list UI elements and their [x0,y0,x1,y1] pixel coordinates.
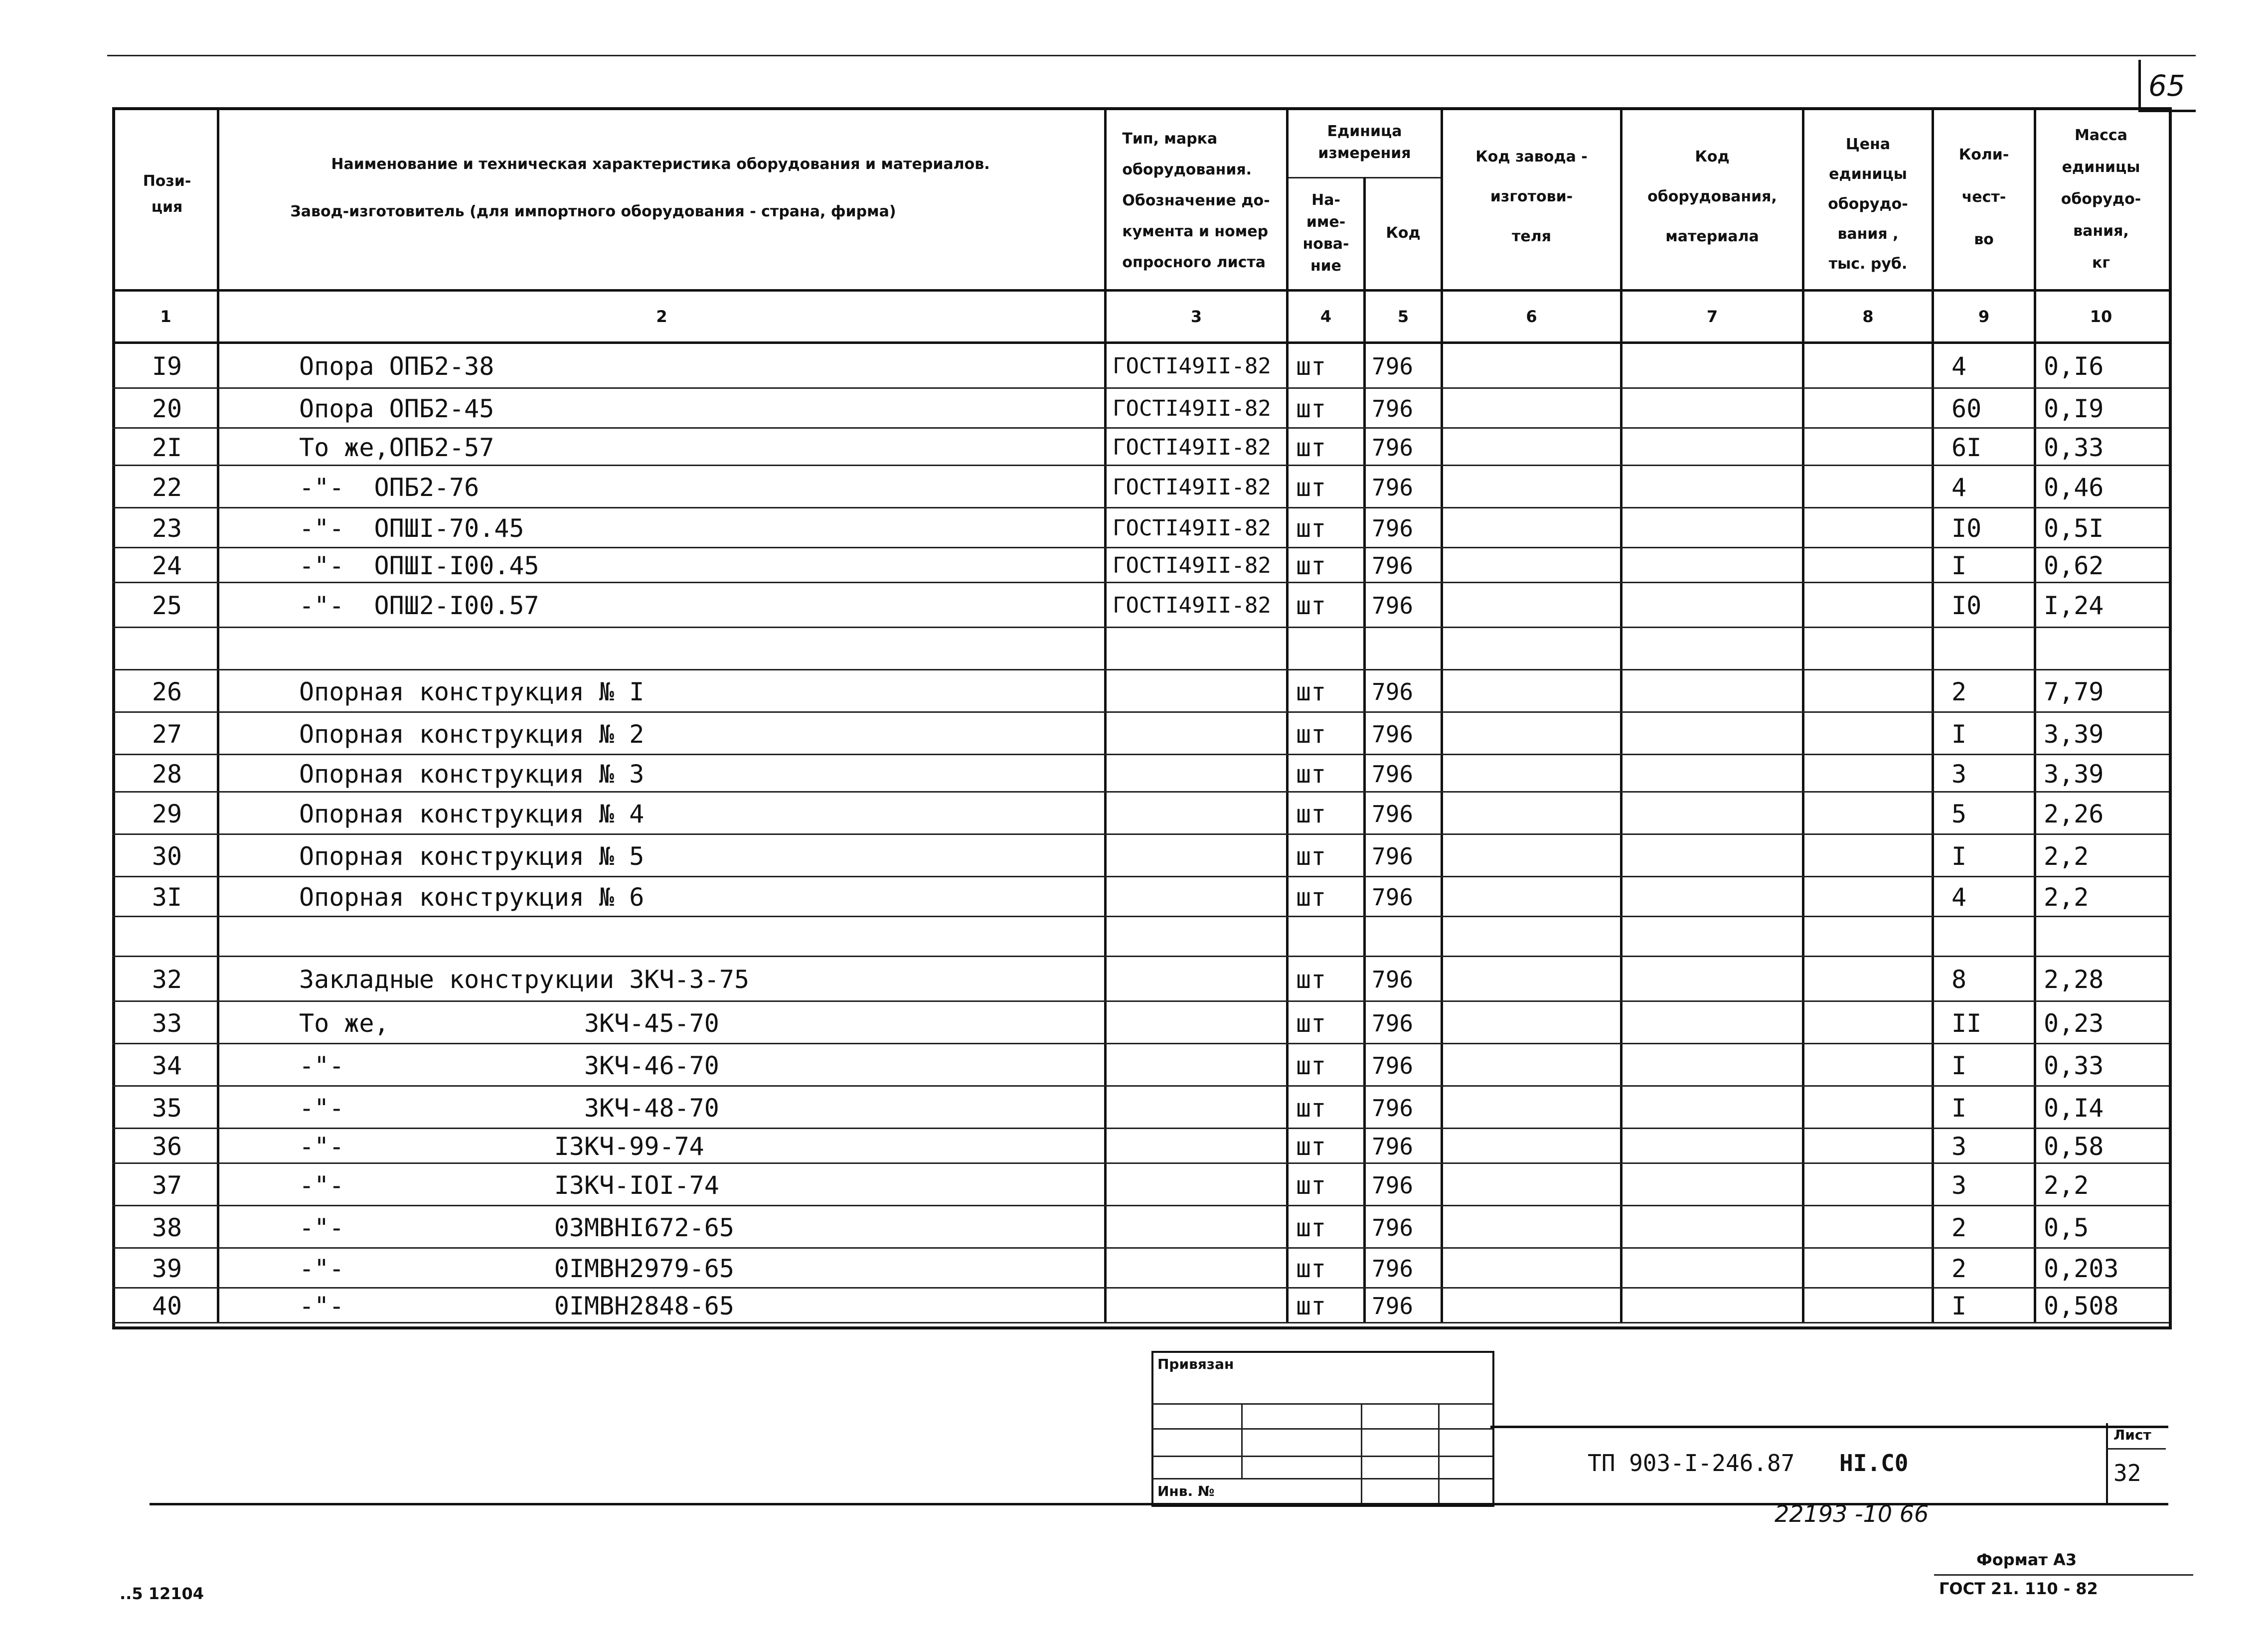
column-number: 7 [1706,307,1718,326]
cell-doc: ГОСТI49II-82 [1113,353,1271,379]
cell-code: 796 [1372,395,1414,422]
stamp-col [1361,1403,1362,1503]
cell-unit: шт [1296,591,1326,620]
cell-name: Опорная конструкция № 3 [299,759,645,789]
cell-pos: 29 [152,799,182,828]
cell-unit: шт [1296,1213,1326,1242]
cell-code: 796 [1372,515,1414,542]
gost-label: ГОСТ 21. 110 - 82 [1939,1579,2098,1598]
cell-unit: шт [1296,1008,1326,1038]
binding-label: Привязан [1157,1356,1234,1372]
document-designation: ТП 903-I-246.87 [1588,1450,1795,1476]
header-unit-name: На- име- нова- ние [1302,191,1349,275]
header-quantity: Коли- чест- во [1958,146,2009,248]
cell-code: 796 [1372,1255,1414,1282]
handwritten-note: 22193 -10 66 [1775,1500,1929,1527]
cell-unit: шт [1296,759,1326,789]
cell-pos: 39 [152,1254,182,1283]
cell-pos: 20 [152,394,182,423]
corner-code: ..5 12104 [120,1584,204,1603]
cell-code: 796 [1372,1009,1414,1037]
column-number: 3 [1190,307,1202,326]
format-label: Формат А3 [1976,1550,2077,1569]
cell-name: Закладные конструкции ЗКЧ-3-75 [299,965,750,994]
cell-unit: шт [1296,883,1326,912]
inventory-number-label: Инв. № [1157,1483,1215,1499]
sheet-box-divider [2106,1448,2166,1450]
cell-unit: шт [1296,514,1326,543]
cell-name: Опорная конструкция № 6 [299,883,645,912]
cell-code: 796 [1372,1171,1414,1199]
cell-qty: 2 [1951,677,1967,706]
cell-unit: шт [1296,1051,1326,1080]
cell-name: -"- ЗКЧ-46-70 [299,1051,719,1080]
cell-qty: 5 [1951,799,1967,828]
table-row [112,628,2169,670]
cell-code: 796 [1372,434,1414,461]
cell-code: 796 [1372,474,1414,501]
header-type: Тип, марка оборудования. Обозначение до- кумента и номер опросного листа [1122,130,1270,271]
cell-mass: 0,I4 [2044,1093,2104,1123]
cell-mass: 0,5 [2044,1213,2089,1242]
cell-qty: 4 [1951,883,1967,912]
cell-qty: 8 [1951,965,1967,994]
cell-name: -"- ОПБ2-76 [299,473,480,502]
cell-pos: 26 [152,677,182,706]
cell-unit: шт [1296,1292,1326,1320]
cell-pos: 30 [152,841,182,871]
cell-code: 796 [1372,800,1414,827]
cell-qty: I [1951,719,1967,749]
cell-qty: 3 [1951,1132,1967,1161]
column-number: 10 [2090,307,2112,326]
cell-mass: 2,2 [2044,883,2089,912]
top-rule [107,55,2196,56]
cell-qty: 6I [1951,433,1982,462]
cell-name: Опора ОПБ2-45 [299,394,494,423]
cell-name: -"- IЗКЧ-99-74 [299,1132,704,1161]
cell-mass: 3,39 [2044,719,2104,749]
cell-doc: ГОСТI49II-82 [1113,396,1271,421]
cell-qty: 60 [1951,394,1982,423]
cell-qty: I [1951,1093,1967,1123]
cell-qty: I [1951,551,1967,580]
header-name-line1: Наименование и техническая характеристика оборудования и материалов. [331,156,990,173]
cell-pos: 22 [152,473,182,502]
stamp-line [1151,1403,1492,1405]
cell-qty: 4 [1951,473,1967,502]
cell-mass: 0,203 [2044,1254,2119,1283]
cell-name: Опора ОПБ2-38 [299,352,494,381]
cell-code: 796 [1372,966,1414,993]
column-number: 8 [1862,307,1874,326]
cell-name: -"- ОПШI-70.45 [299,514,524,543]
cell-name: -"- ОПШI-I00.45 [299,551,539,580]
cell-code: 796 [1372,1214,1414,1241]
cell-pos: 35 [152,1093,182,1123]
cell-unit: шт [1296,1132,1326,1161]
cell-code: 796 [1372,1052,1414,1079]
cell-code: 796 [1372,1133,1414,1160]
cell-unit: шт [1296,799,1326,828]
cell-code: 796 [1372,760,1414,788]
cell-pos: 2I [152,433,182,462]
cell-unit: шт [1296,841,1326,871]
cell-doc: ГОСТI49II-82 [1113,434,1271,460]
cell-code: 796 [1372,1293,1414,1319]
cell-qty: II [1951,1008,1982,1038]
cell-name: Опорная конструкция № 5 [299,841,645,871]
cell-qty: 3 [1951,759,1967,789]
cell-code: 796 [1372,1094,1414,1122]
cell-pos: 24 [152,551,182,580]
cell-mass: 0,I9 [2044,394,2104,423]
cell-code: 796 [1372,678,1414,705]
cell-unit: шт [1296,433,1326,462]
cell-qty: 2 [1951,1213,1967,1242]
cell-pos: 33 [152,1008,182,1038]
header-unit-code: Код [1386,224,1421,242]
column-number: 5 [1397,307,1409,326]
column-number: 4 [1320,307,1332,326]
cell-name: Опорная конструкция № I [299,677,645,706]
stamp-line [1151,1478,1492,1479]
page-number: 65 [2148,69,2185,103]
cell-code: 796 [1372,592,1414,619]
cell-qty: 4 [1951,352,1967,381]
stamp-col [1241,1403,1243,1478]
cell-pos: 27 [152,719,182,749]
cell-mass: I,24 [2044,591,2104,620]
header-equipment-code: Код оборудования, материала [1647,148,1777,245]
cell-mass: 2,2 [2044,841,2089,871]
cell-mass: 2,28 [2044,965,2104,994]
sheet-code: НI.С0 [1839,1450,1909,1476]
cell-name: То же, ЗКЧ-45-70 [299,1008,719,1038]
cell-doc: ГОСТI49II-82 [1113,593,1271,618]
sheet-label: Лист [2113,1427,2151,1443]
cell-qty: 2 [1951,1254,1967,1283]
cell-unit: шт [1296,677,1326,706]
column-number: 2 [656,307,667,326]
cell-unit: шт [1296,352,1326,381]
cell-name: -"- IЗКЧ-IOI-74 [299,1170,719,1200]
cell-unit: шт [1296,394,1326,423]
cell-mass: 2,26 [2044,799,2104,828]
cell-mass: 3,39 [2044,759,2104,789]
cell-pos: 37 [152,1170,182,1200]
cell-pos: 32 [152,965,182,994]
cell-pos: 34 [152,1051,182,1080]
cell-code: 796 [1372,884,1414,911]
stamp-line [1151,1428,1492,1430]
cell-name: -"- 03МВНI672-65 [299,1213,734,1242]
cell-unit: шт [1296,473,1326,502]
cell-doc: ГОСТI49II-82 [1113,553,1271,578]
cell-mass: 7,79 [2044,677,2104,706]
cell-mass: 0,I6 [2044,352,2104,381]
cell-code: 796 [1372,353,1414,380]
cell-unit: шт [1296,1170,1326,1200]
cell-mass: 0,33 [2044,1051,2104,1080]
cell-doc: ГОСТI49II-82 [1113,474,1271,500]
cell-qty: I [1951,1292,1967,1320]
column-number: 1 [160,307,171,326]
column-number: 9 [1978,307,1990,326]
header-position: Пози- ция [143,172,191,216]
cell-name: -"- 0IМВН2848-65 [299,1292,734,1320]
stamp-col [1438,1403,1440,1503]
table-row [112,917,2169,957]
header-factory-code: Код завода - изготови- теля [1475,148,1588,245]
cell-qty: 3 [1951,1170,1967,1200]
cell-pos: 40 [152,1292,182,1320]
cell-qty: I0 [1951,514,1982,543]
cell-mass: 0,23 [2044,1008,2104,1038]
cell-mass: 2,2 [2044,1170,2089,1200]
cell-qty: I0 [1951,591,1982,620]
cell-qty: I [1951,1051,1967,1080]
page-number-box [2138,60,2196,112]
cell-code: 796 [1372,552,1414,579]
title-block-top [1490,1426,2168,1428]
cell-pos: 25 [152,591,182,620]
cell-pos: I9 [152,352,182,381]
cell-unit: шт [1296,551,1326,580]
cell-pos: 36 [152,1132,182,1161]
cell-doc: ГОСТI49II-82 [1113,515,1271,541]
cell-name: Опорная конструкция № 2 [299,719,645,749]
cell-unit: шт [1296,1254,1326,1283]
header-mass: Масса единицы оборудо- вания, кг [2061,127,2141,272]
column-number: 6 [1526,307,1537,326]
footer-rule [1934,1574,2193,1576]
cell-mass: 0,62 [2044,551,2104,580]
sheet-number: 32 [2113,1460,2141,1486]
header-unit-group: Единица измерения [1318,123,1411,162]
cell-unit: шт [1296,719,1326,749]
header-price: Цена единицы оборудо- вания , тыс. руб. [1828,136,1908,273]
cell-pos: 28 [152,759,182,789]
cell-unit: шт [1296,965,1326,994]
stamp-line [1151,1456,1492,1457]
cell-name: -"- ЗКЧ-48-70 [299,1093,719,1123]
cell-name: -"- ОПШ2-I00.57 [299,591,539,620]
cell-code: 796 [1372,842,1414,870]
cell-name: -"- 0IМВН2979-65 [299,1254,734,1283]
cell-mass: 0,508 [2044,1292,2119,1320]
cell-pos: 3I [152,883,182,912]
cell-pos: 23 [152,514,182,543]
cell-pos: 38 [152,1213,182,1242]
cell-mass: 0,33 [2044,433,2104,462]
header-name-line2: Завод-изготовитель (для импортного оборудования - страна, фирма) [290,203,896,220]
cell-unit: шт [1296,1093,1326,1123]
cell-qty: I [1951,841,1967,871]
cell-code: 796 [1372,720,1414,748]
cell-mass: 0,5I [2044,514,2104,543]
cell-mass: 0,58 [2044,1132,2104,1161]
cell-name: То же,ОПБ2-57 [299,433,494,462]
cell-name: Опорная конструкция № 4 [299,799,645,828]
cell-mass: 0,46 [2044,473,2104,502]
